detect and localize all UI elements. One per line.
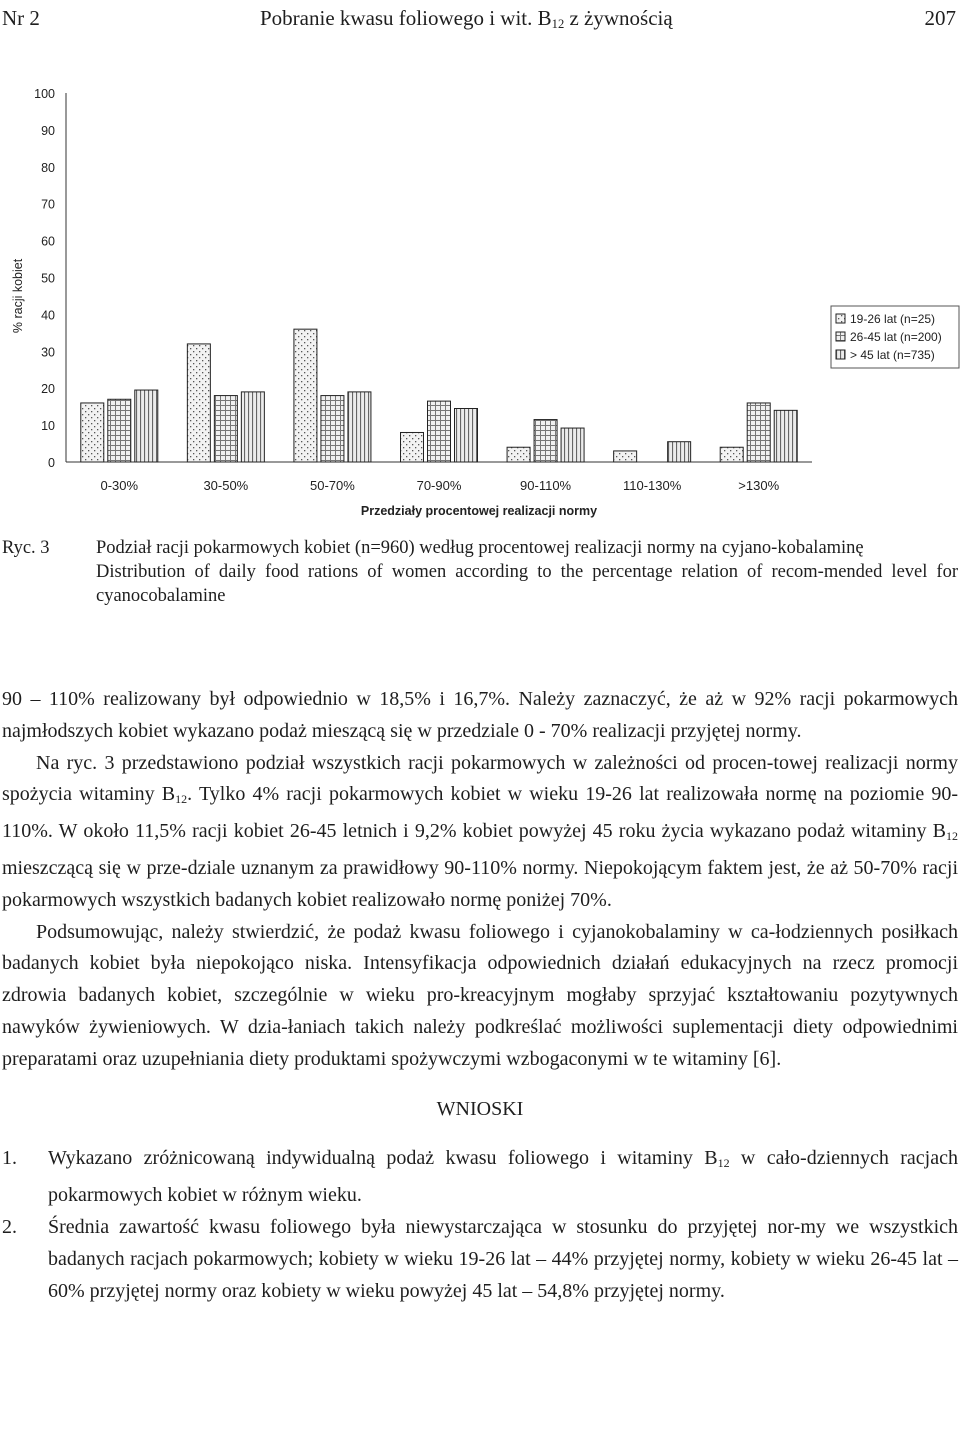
y-tick-label: 30 [41,345,55,360]
bar [401,432,424,462]
bar [135,390,158,462]
running-title: Pobranie kwasu foliowego i wit. $B_{12}$ z żywnością [260,6,673,32]
bar [294,329,317,462]
bar [747,403,770,462]
paragraph: Na ryc. 3 przedstawiono podział wszystkich racji pokarmowych w zależności od procen-towej realizacji normy spożycia witaminy $B_{12}$. Tylko 4% racji pokarmowych kobiet w wieku 19-26 lat realizowała normę na poziomie 90-110%. W około 11,5% racji kobiet 26-45 letnich i 9,2% kobiet powyżej 45 roku życia wykazano podaż witaminy $B_{12}$ mieszczącą się w prze-dziale uznanym za prawidłowy 90-110% normy. Niepokojącym faktem jest, że aż 50-70% racji pokarmowych wszystkich badanych kobiet realizowało normę poniżej 70%. [2,751,958,911]
caption-polish: Podział racji pokarmowych kobiet (n=960) według procentowej realizacji normy na cyjano-kobalaminę [96,538,864,558]
y-tick-label: 0 [48,456,55,470]
y-axis-label: % racji kobiet [11,258,25,334]
bar [241,392,264,462]
y-tick-label: 90 [41,123,55,138]
bar [348,392,371,462]
section-heading: WNIOSKI [436,1097,524,1120]
y-tick-label: 10 [41,419,55,434]
bar [187,344,210,462]
page-header [0,0,960,40]
y-tick-label: 20 [41,382,55,397]
paragraph: Podsumowując, należy stwierdzić, że podaż kwasu foliowego i cyjanokobalaminy w ca-łodziennych posiłkach badanych kobiet była niepokojąco niska. Intensyfikacja odpowiednich działań edukacyjnych na rzecz promocji zdrowia badanych kobiet, szczególnie w wieku pro-kreacyjnym mogłaby sprzyjać kształtowaniu pozytywnych nawyków żywieniowych. W dzia-łaniach takich należy podkreślać możliwości suplementacji diety odpowiednimi preparatami oraz uzupełniania diety produktami spożywczymi wzbogaconymi w te witaminy [6]. [2,920,958,1070]
y-tick-label: 100 [34,87,55,101]
page-number: 207 [924,6,956,30]
legend-swatch [836,350,845,359]
figure-label: Ryc. 3 [2,538,50,558]
bar [214,396,237,462]
conclusion-item: 1. Wykazano zróżnicowaną indywidualną podaż kwasu foliowego i witaminy $B_{12}$ w cało-dziennych racjach pokarmowych kobiet w różnym wieku. [2,1147,958,1207]
caption-english: Distribution of daily food rations of women according to the percentage relation of recom-mended level for cyanocobalamine [96,562,958,606]
y-tick-label: 40 [41,308,55,323]
x-tick-label: 0-30% [100,478,139,493]
legend-swatch [836,314,845,323]
legend-entry: 19-26 lat (n=25) [850,312,936,326]
legend-swatch [836,332,845,341]
x-tick-label: 90-110% [520,478,572,493]
bar [614,451,637,462]
bar [561,428,584,462]
legend-entry: 26-45 lat (n=200) [850,330,942,344]
bar [720,447,743,462]
bar [321,396,344,462]
issue-number: Nr 2 [2,6,40,30]
y-tick-label: 80 [41,160,55,175]
bar [774,410,797,462]
x-axis-label: Przedziały procentowej realizacji normy [360,504,598,518]
conclusion-item: 2. Średnia zawartość kwasu foliowego była niewystarczająca w stosunku do przyjętej nor-my we wszystkich badanych racjach pokarmowych; kobiety w wieku 19-26 lat – 44% przyjętej normy, kobiety w wieku 26-45 lat – 60% przyjętej normy oraz kobiety w wieku powyżej 45 lat – 54,8% przyjętej normy. [2,1215,958,1302]
bar [428,401,451,462]
x-tick-label: 70-90% [416,478,462,493]
x-tick-label: 110-130% [622,478,682,493]
bar [108,399,131,462]
bar [534,420,557,462]
legend-entry: > 45 lat (n=735) [850,348,935,362]
paragraph: 90 – 110% realizowany był odpowiednio w 18,5% i 16,7%. Należy zaznaczyć, że aż w 92% racji pokarmowych najmłodszych kobiet wykazano podaż mieszącą się w przedziale 0 - 70% realizacji przyjętej normy. [2,688,958,742]
bar [455,408,478,462]
bar-chart [0,80,960,530]
y-tick-label: 70 [41,197,55,212]
bar [81,403,104,462]
y-tick-label: 60 [41,234,55,249]
x-tick-label: 30-50% [203,478,249,493]
bar [668,442,691,462]
article-body [2,684,958,1307]
y-tick-label: 50 [41,271,55,286]
x-tick-label: 50-70% [310,478,355,493]
x-tick-label: >130% [738,478,780,493]
bar [507,447,530,462]
